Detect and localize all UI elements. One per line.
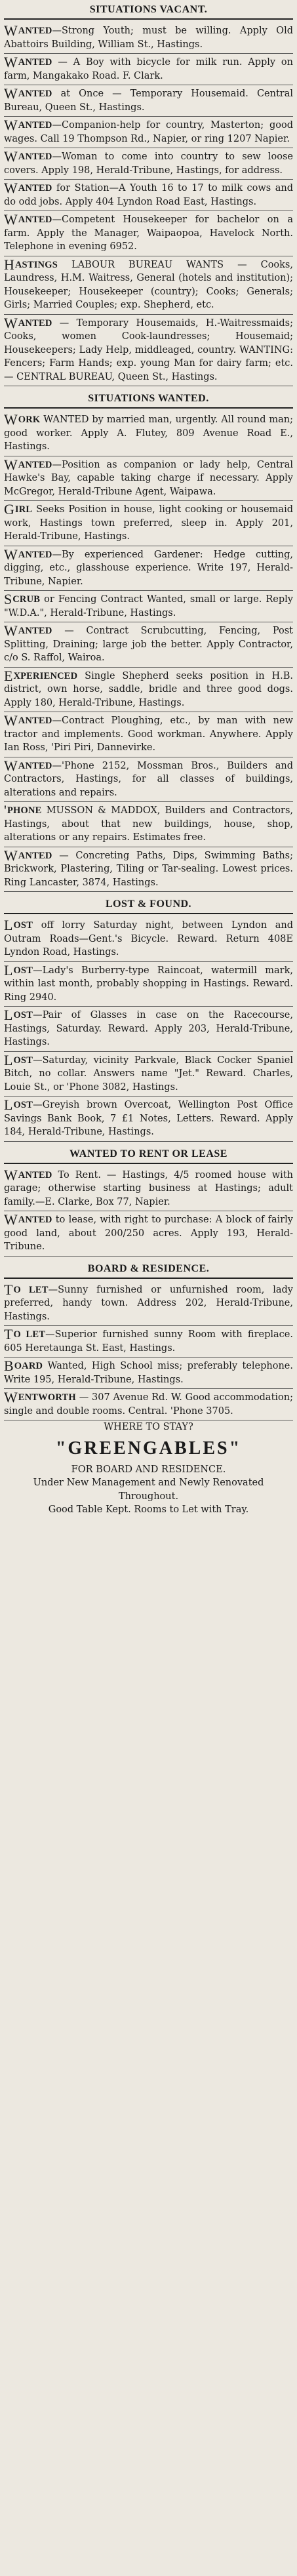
- ad-initial-letter: S: [4, 591, 12, 607]
- classified-ad: [4, 591, 293, 622]
- section-heading-board-residence: BOARD & RESIDENCE.: [4, 1257, 293, 1279]
- ad-body-text: for Station—A Youth 16 to 17 to milk cows and do odd jobs. Apply 404 Lyndon Road East, Hastings.: [4, 183, 293, 207]
- greengables-name: "GREENGABLES": [55, 1438, 242, 1459]
- section-heading-lost-found: LOST & FOUND.: [4, 892, 293, 914]
- classified-ad: [4, 1326, 293, 1358]
- ad-initial-letter: W: [4, 1389, 18, 1405]
- classified-ad: [4, 622, 293, 668]
- greengables-line3: Under New Management and Newly Renovated Throughout.: [33, 1478, 264, 1502]
- classified-ad: [4, 1052, 293, 1097]
- ad-initial-letter: T: [4, 1326, 13, 1342]
- ad-lead-word: OST: [13, 920, 33, 931]
- classified-ad: [4, 546, 293, 592]
- classified-ad: [4, 501, 293, 546]
- ad-body-text: —Sunny furnished or unfurnished room, lady preferred, handy town. Address 202, Herald-Tribune, Hastings.: [4, 1284, 293, 1322]
- ad-lead-word: ANTED: [18, 26, 52, 36]
- classified-ad: [4, 411, 293, 456]
- classified-ad: [4, 757, 293, 803]
- ad-initial-letter: W: [4, 622, 18, 639]
- ad-body-text: — A Boy with bicycle for milk run. Apply on farm, Mangakako Road. F. Clark.: [4, 57, 293, 81]
- ad-body-text: Seeks Position in house, light cooking or housemaid work, Hastings town preferred, sleep in. Apply 201, Herald-Tribune, Hastings.: [4, 504, 293, 542]
- ad-body-text: —Strong Youth; must be willing. Apply Old Abattoirs Building, William St., Hastings.: [4, 26, 293, 50]
- ad-initial-letter: W: [4, 148, 18, 165]
- ad-initial-letter: W: [4, 54, 18, 70]
- ad-body-text: — Concreting Paths, Dips, Swimming Baths; Brickwork, Plastering, Tiling or Tar-sealing. Lowest prices. Ring Lancaster, 3874, Hastings.: [4, 850, 293, 888]
- ad-initial-letter: W: [4, 1211, 18, 1228]
- ad-body-text: off lorry Saturday night, between Lyndon and Outram Roads—Gent.'s Bicycle. Reward. Return 408E Lyndon Road, Hastings.: [4, 920, 293, 957]
- ad-lead-word: OST: [13, 965, 33, 976]
- ad-lead-word: ORK: [18, 414, 41, 425]
- classified-ad: [4, 1211, 293, 1257]
- ad-body-text: —'Phone 2152, Mossman Bros., Builders and Contractors, Hastings, for all classes of buildings, alterations and repairs.: [4, 760, 293, 798]
- classified-ad: [4, 1389, 293, 1420]
- ad-body-text: to lease, with right to purchase: A block of fairly good land, about 200/250 acres. Apply 193, Herald-Tribune.: [4, 1215, 293, 1252]
- classified-ad: [4, 54, 293, 85]
- classified-ad: [4, 1167, 293, 1212]
- ad-initial-letter: W: [4, 180, 18, 196]
- section-heading-situations-vacant: SITUATIONS VACANT.: [4, 0, 293, 20]
- ad-lead-word: OARD: [14, 1361, 43, 1371]
- ad-lead-word: IRL: [14, 504, 33, 515]
- ad-initial-letter: L: [4, 1051, 13, 1068]
- classified-ad: [4, 917, 293, 962]
- ad-lead-word: ANTED: [18, 459, 52, 470]
- ad-initial-letter: W: [4, 85, 18, 102]
- ad-body-text: —By experienced Gardener: Hedge cutting, digging, etc., glasshouse experience. Write 197, Herald-Tribune, Napier.: [4, 549, 293, 587]
- ad-initial-letter: W: [4, 211, 18, 228]
- situations-wanted-list: [4, 411, 293, 892]
- ad-body-text: Single Shepherd seeks position in H.B. district, own horse, saddle, bridle and three good dogs. Apply 180, Herald-Tribune, Hastings.: [4, 670, 293, 708]
- classified-ad: [4, 668, 293, 713]
- classified-ad: [4, 962, 293, 1007]
- ad-initial-letter: L: [4, 1007, 13, 1023]
- ad-initial-letter: T: [4, 1281, 13, 1298]
- classified-ad: [4, 22, 293, 54]
- ad-lead-word: PHONE: [7, 805, 42, 816]
- ad-initial-letter: W: [4, 712, 18, 729]
- classified-ad: [4, 1358, 293, 1389]
- ad-lead-word: ANTED: [18, 626, 52, 636]
- classified-ad: [4, 315, 293, 387]
- classified-ad: [4, 1281, 293, 1327]
- section-heading-wanted-to-rent: WANTED TO RENT OR LEASE: [4, 1142, 293, 1164]
- ad-initial-letter: ': [4, 802, 7, 818]
- ad-body-text: — Contract Scrubcutting, Fencing, Post Splitting, Draining; large job the better. Apply Contractor, c/o S. Raffol, Wairoa.: [4, 626, 293, 663]
- ad-body-text: Wanted, High School miss; preferably telephone. Write 195, Herald-Tribune, Hastings.: [4, 1361, 293, 1385]
- ad-body-text: or Fencing Contract Wanted, small or large. Reply "W.D.A.", Herald-Tribune, Hastings.: [4, 594, 293, 618]
- ad-initial-letter: W: [4, 22, 18, 39]
- classified-ad: [4, 802, 293, 847]
- ad-body-text: LABOUR BUREAU WANTS — Cooks, Laundress, H.M. Waitress, General (hotels and institution); Housekeeper; Housekeeper (country); Cooks; Generals; Girls; Married Couples; exp. Shepherd, etc.: [4, 259, 293, 310]
- board-residence-list: [4, 1281, 293, 1421]
- ad-initial-letter: G: [4, 501, 14, 517]
- situations-vacant-list: [4, 22, 293, 386]
- ad-body-text: MUSSON & MADDOX, Builders and Contractors, Hastings, about that new buildings, house, shop, alterations or any repairs. Estimates free.: [4, 805, 293, 843]
- ad-body-text: —Woman to come into country to sew loose covers. Apply 198, Herald-Tribune, Hastings, for address.: [4, 151, 293, 176]
- classified-ad: [4, 847, 293, 893]
- ad-lead-word: ANTED: [18, 57, 52, 68]
- ad-lead-word: ANTED: [18, 120, 52, 131]
- classified-ad: [4, 456, 293, 502]
- greengables-ad: [4, 1420, 293, 1517]
- ad-body-text: —Saturday, vicinity Parkvale, Black Cocker Spaniel Bitch, no collar. Answers name "Jet." Reward. Charles, Louie St., or 'Phone 3082, Hastings.: [4, 1055, 293, 1093]
- ad-lead-word: ANTED: [18, 183, 52, 193]
- ad-lead-word: ANTED: [18, 715, 52, 726]
- ad-body-text: — 307 Avenue Rd. W. Good accommodation; single and double rooms. Central. 'Phone 3705.: [4, 1392, 293, 1417]
- ad-initial-letter: B: [4, 1358, 14, 1374]
- ad-body-text: To Rent. — Hastings, 4/5 roomed house with garage; otherwise starting business at Hastings; adult family.—E. Clarke, Box 77, Napier.: [4, 1169, 293, 1207]
- ad-body-text: —Companion-help for country, Masterton; good wages. Call 19 Thompson Rd., Napier, or ring 1207 Napier.: [4, 120, 293, 144]
- ad-lead-word: ENTWORTH: [18, 1392, 76, 1403]
- ad-lead-word: ANTED: [18, 214, 52, 225]
- section-heading-situations-wanted: SITUATIONS WANTED.: [4, 386, 293, 409]
- ad-lead-word: ASTINGS: [14, 259, 58, 270]
- ad-initial-letter: W: [4, 546, 18, 563]
- ad-lead-word: O LET: [13, 1329, 46, 1340]
- ad-lead-word: OST: [13, 1010, 33, 1020]
- ad-body-text: —Position as companion or lady help, Central Hawke's Bay, capable taking charge if necessary. Apply McGregor, Herald-Tribune Agent, Waipawa.: [4, 459, 293, 497]
- ad-body-text: —Competent Housekeeper for bachelor on a farm. Apply the Manager, Waipaopoa, Havelock North. Telephone in evening 6952.: [4, 214, 293, 252]
- classified-ad: [4, 256, 293, 315]
- ad-body-text: —Greyish brown Overcoat, Wellington Post Office Savings Bank Book, 7 £1 Notes, Letters. Reward. Apply 184, Herald-Tribune, Hastings.: [4, 1100, 293, 1137]
- ad-initial-letter: E: [4, 667, 13, 684]
- greengables-line4: Good Table Kept. Rooms to Let with Tray.: [48, 1504, 249, 1515]
- wanted-rent-list: [4, 1167, 293, 1257]
- ad-lead-word: ANTED: [18, 760, 52, 771]
- classified-ad: [4, 1007, 293, 1052]
- ad-initial-letter: W: [4, 847, 18, 864]
- ad-initial-letter: L: [4, 1097, 13, 1113]
- ad-lead-word: O LET: [13, 1284, 49, 1295]
- greengables-line1: WHERE TO STAY?: [104, 1422, 193, 1432]
- ad-lead-word: OST: [13, 1055, 33, 1066]
- classified-ad: [4, 712, 293, 757]
- ad-body-text: —Pair of Glasses in case on the Racecourse, Hastings, Saturday. Reward. Apply 203, Herald-Tribune, Hastings.: [4, 1010, 293, 1047]
- ad-initial-letter: W: [4, 314, 18, 331]
- ad-body-text: at Once — Temporary Housemaid. Central Bureau, Queen St., Hastings.: [4, 89, 293, 113]
- ad-lead-word: ANTED: [18, 1215, 52, 1225]
- classified-ad: [4, 85, 293, 117]
- lost-found-list: [4, 917, 293, 1142]
- ad-body-text: —Contract Ploughing, etc., by man with new tractor and implements. Good workman. Anywhere. Apply Ian Ross, 'Piri Piri, Dannevirke.: [4, 715, 293, 753]
- ad-lead-word: OST: [13, 1100, 33, 1110]
- ad-initial-letter: L: [4, 961, 13, 978]
- classified-ad: [4, 117, 293, 148]
- ad-lead-word: ANTED: [18, 1169, 52, 1180]
- ad-initial-letter: H: [4, 256, 14, 273]
- classified-ad: [4, 180, 293, 211]
- classified-ad: [4, 211, 293, 256]
- ad-initial-letter: W: [4, 757, 18, 774]
- greengables-line2: FOR BOARD AND RESIDENCE.: [71, 1464, 226, 1475]
- ad-lead-word: CRUB: [12, 594, 41, 605]
- ad-lead-word: ANTED: [18, 89, 52, 99]
- ad-lead-word: ANTED: [18, 317, 52, 329]
- ad-lead-word: ANTED: [18, 151, 52, 162]
- classified-ad: [4, 148, 293, 180]
- ad-body-text: — Temporary Housemaids, H.-Waitressmaids; Cooks, women Cook-laundresses; Housemaid; Housekeepers; Lady Help, middleaged, country. WANTING: Fencers; Farm Hands; exp. young Man for dairy farm; etc. — CENTRAL BUREAU, Queen St., Hastings.: [4, 317, 293, 382]
- ad-body-text: —Lady's Burberry-type Raincoat, watermill mark, within last month, probably shopping in Hastings. Reward. Ring 2940.: [4, 965, 293, 1003]
- ad-initial-letter: W: [4, 456, 18, 473]
- ad-lead-word: ANTED: [18, 850, 52, 861]
- classified-ad: [4, 1097, 293, 1142]
- ad-initial-letter: W: [4, 411, 18, 428]
- ad-initial-letter: W: [4, 1166, 18, 1183]
- ad-initial-letter: W: [4, 117, 18, 133]
- ad-body-text: WANTED by married man, urgently. All round man; good worker. Apply A. Flutey, 809 Avenue Road E., Hastings.: [4, 414, 293, 452]
- ad-body-text: —Superior furnished sunny Room with fireplace. 605 Heretaunga St. East, Hastings.: [4, 1329, 293, 1354]
- ad-initial-letter: L: [4, 917, 13, 933]
- ad-lead-word: ANTED: [18, 549, 52, 560]
- ad-lead-word: XPERIENCED: [13, 670, 78, 681]
